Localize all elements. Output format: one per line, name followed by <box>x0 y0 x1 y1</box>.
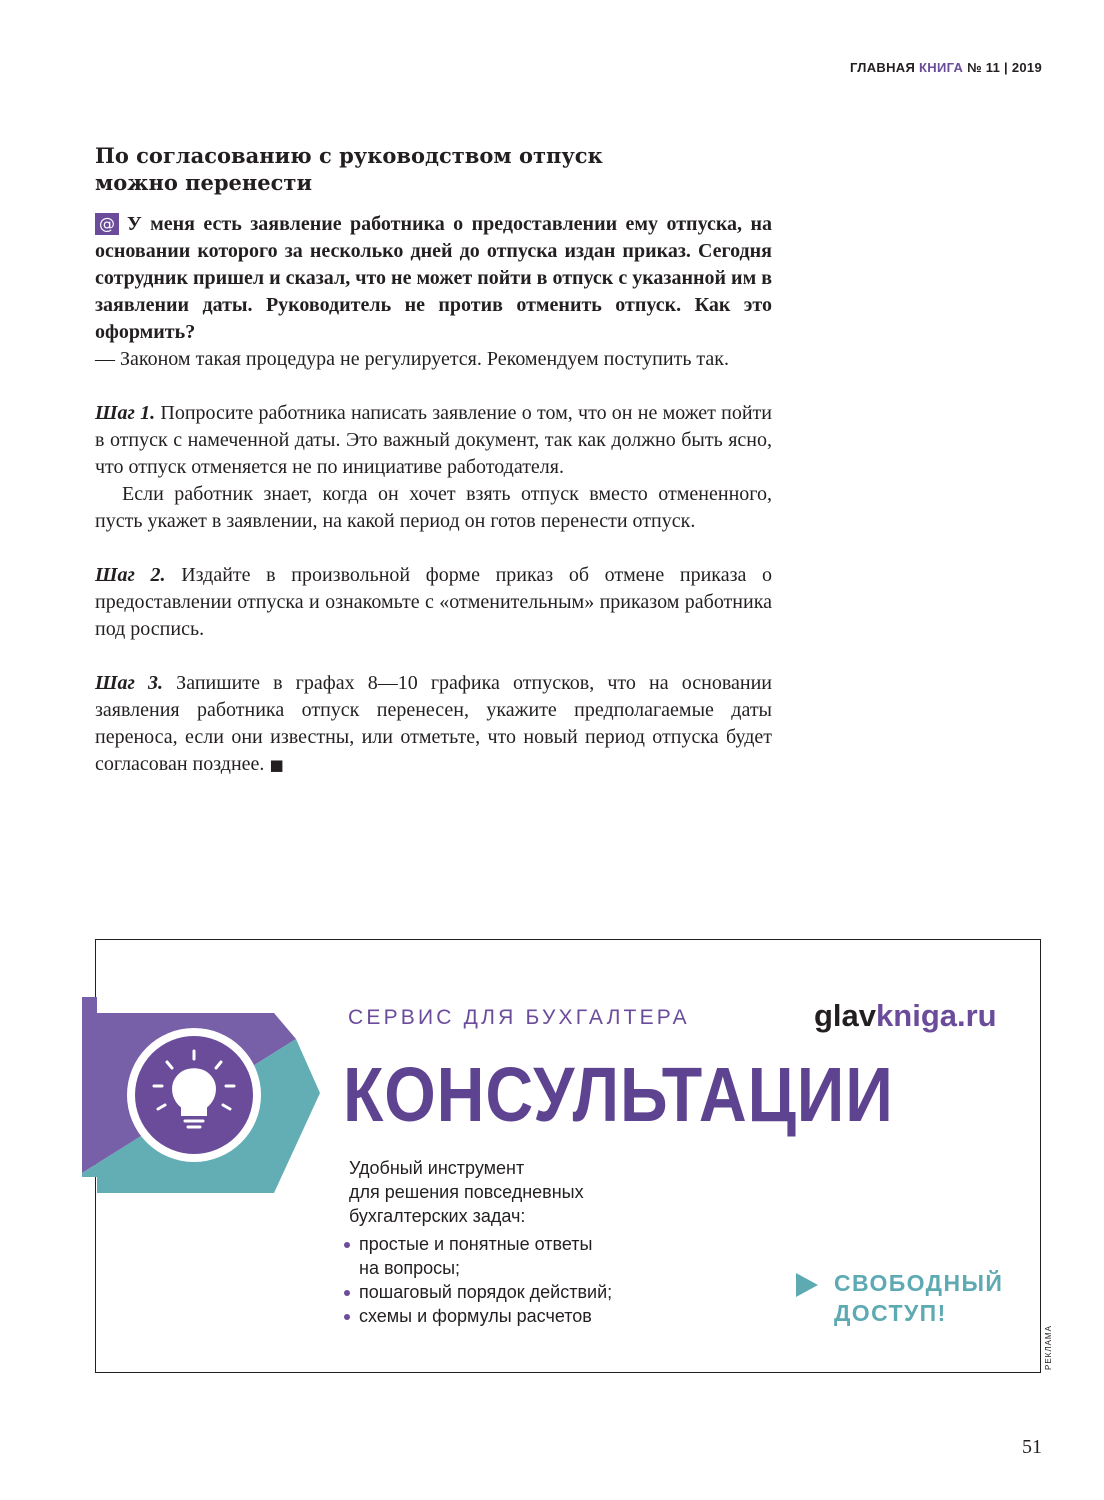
ad-website <box>814 998 997 1034</box>
reader-question <box>95 211 772 346</box>
at-icon: @ <box>95 213 119 235</box>
ad-feature-text: на вопросы; <box>359 1258 461 1278</box>
cta-line-1: СВОБОДНЫЙ <box>834 1270 1004 1296</box>
ad-feature-item <box>343 1280 612 1304</box>
question-text: У меня есть заявление работника о предоставлении ему отпуска, на основании которого за несколько дней до отпуска издан приказ. Сегодня сотрудник пришел и сказал, что не может пойти в отпуск с указанной им в заявлении даты. Руководитель не против отменить отпуск. Как это оформить? <box>95 213 772 343</box>
paragraph-gap <box>95 643 772 670</box>
step-2 <box>95 562 772 643</box>
expert-answer: — Законом такая процедура не регулируется. Рекомендуем поступить так. <box>95 348 730 370</box>
issue-number: № 11 | 2019 <box>967 60 1042 75</box>
ad-banner-graphic <box>82 997 322 1193</box>
ad-description-line: для решения повседневных <box>349 1182 584 1202</box>
step-2-text: Издайте в произвольной форме приказ об отмене приказа о предоставлении отпуска и ознакомьте с «отменительным» приказом работника под роспись. <box>95 564 772 640</box>
ad-description-line: бухгалтерских задач: <box>349 1206 526 1226</box>
ad-feature-text: схемы и формулы расчетов <box>359 1306 592 1326</box>
step-2-label: Шаг 2. <box>95 564 166 586</box>
title-line-1: По согласованию с руководством отпуск <box>95 143 603 168</box>
ad-feature-list <box>343 1232 612 1328</box>
ad-feature-item <box>343 1304 612 1328</box>
paragraph-gap <box>95 535 772 562</box>
ad-feature-item <box>343 1232 612 1280</box>
paragraph-gap <box>95 373 772 400</box>
step-1-label: Шаг 1. <box>95 402 156 424</box>
step-3-text: Запишите в графах 8—10 графика отпусков, что на основании заявления работника отпуск перенесен, укажите предполагаемые даты переноса, если они известны, или отметьте, что новый период отпуска будет согласован позднее. <box>95 672 772 775</box>
site-name-part-1: glav <box>814 998 877 1033</box>
article-body <box>95 211 772 779</box>
page-number: 51 <box>1022 1436 1042 1458</box>
site-name-part-2: kniga.ru <box>876 998 997 1033</box>
ad-headline: КОНСУЛЬТАЦИИ <box>343 1052 894 1138</box>
ad-service-caption: СЕРВИС ДЛЯ БУХГАЛТЕРА <box>348 1006 690 1029</box>
cta-line-2: ДОСТУП! <box>834 1300 947 1326</box>
magazine-name-accent: КНИГА <box>919 60 964 75</box>
end-of-article-mark: ■ <box>269 756 284 774</box>
step-1-text: Попросите работника написать заявление о том, что он не может пойти в отпуск с намеченной даты. Это важный документ, так как должно быть ясно, что отпуск отменяется не по инициативе работодателя. <box>95 402 772 478</box>
cta-text <box>834 1268 1003 1328</box>
magazine-name: ГЛАВНАЯ <box>849 60 916 75</box>
ad-feature-text: простые и понятные ответы <box>359 1234 593 1254</box>
step-3 <box>95 670 772 779</box>
ad-description <box>349 1156 584 1228</box>
running-header <box>850 60 1042 75</box>
title-line-2: можно перенести <box>95 170 313 195</box>
step-1 <box>95 400 772 481</box>
ad-feature-text: пошаговый порядок действий; <box>359 1282 613 1302</box>
advertising-label: РЕКЛАМА <box>1044 1325 1053 1370</box>
play-arrow-icon <box>796 1273 818 1297</box>
step-1-note: Если работник знает, когда он хочет взять отпуск вместо отмененного, пусть укажет в заявлении, на какой период он готов перенести отпуск. <box>95 483 772 532</box>
ad-description-line: Удобный инструмент <box>349 1158 525 1178</box>
step-3-label: Шаг 3. <box>95 672 164 694</box>
article-title <box>95 142 735 196</box>
